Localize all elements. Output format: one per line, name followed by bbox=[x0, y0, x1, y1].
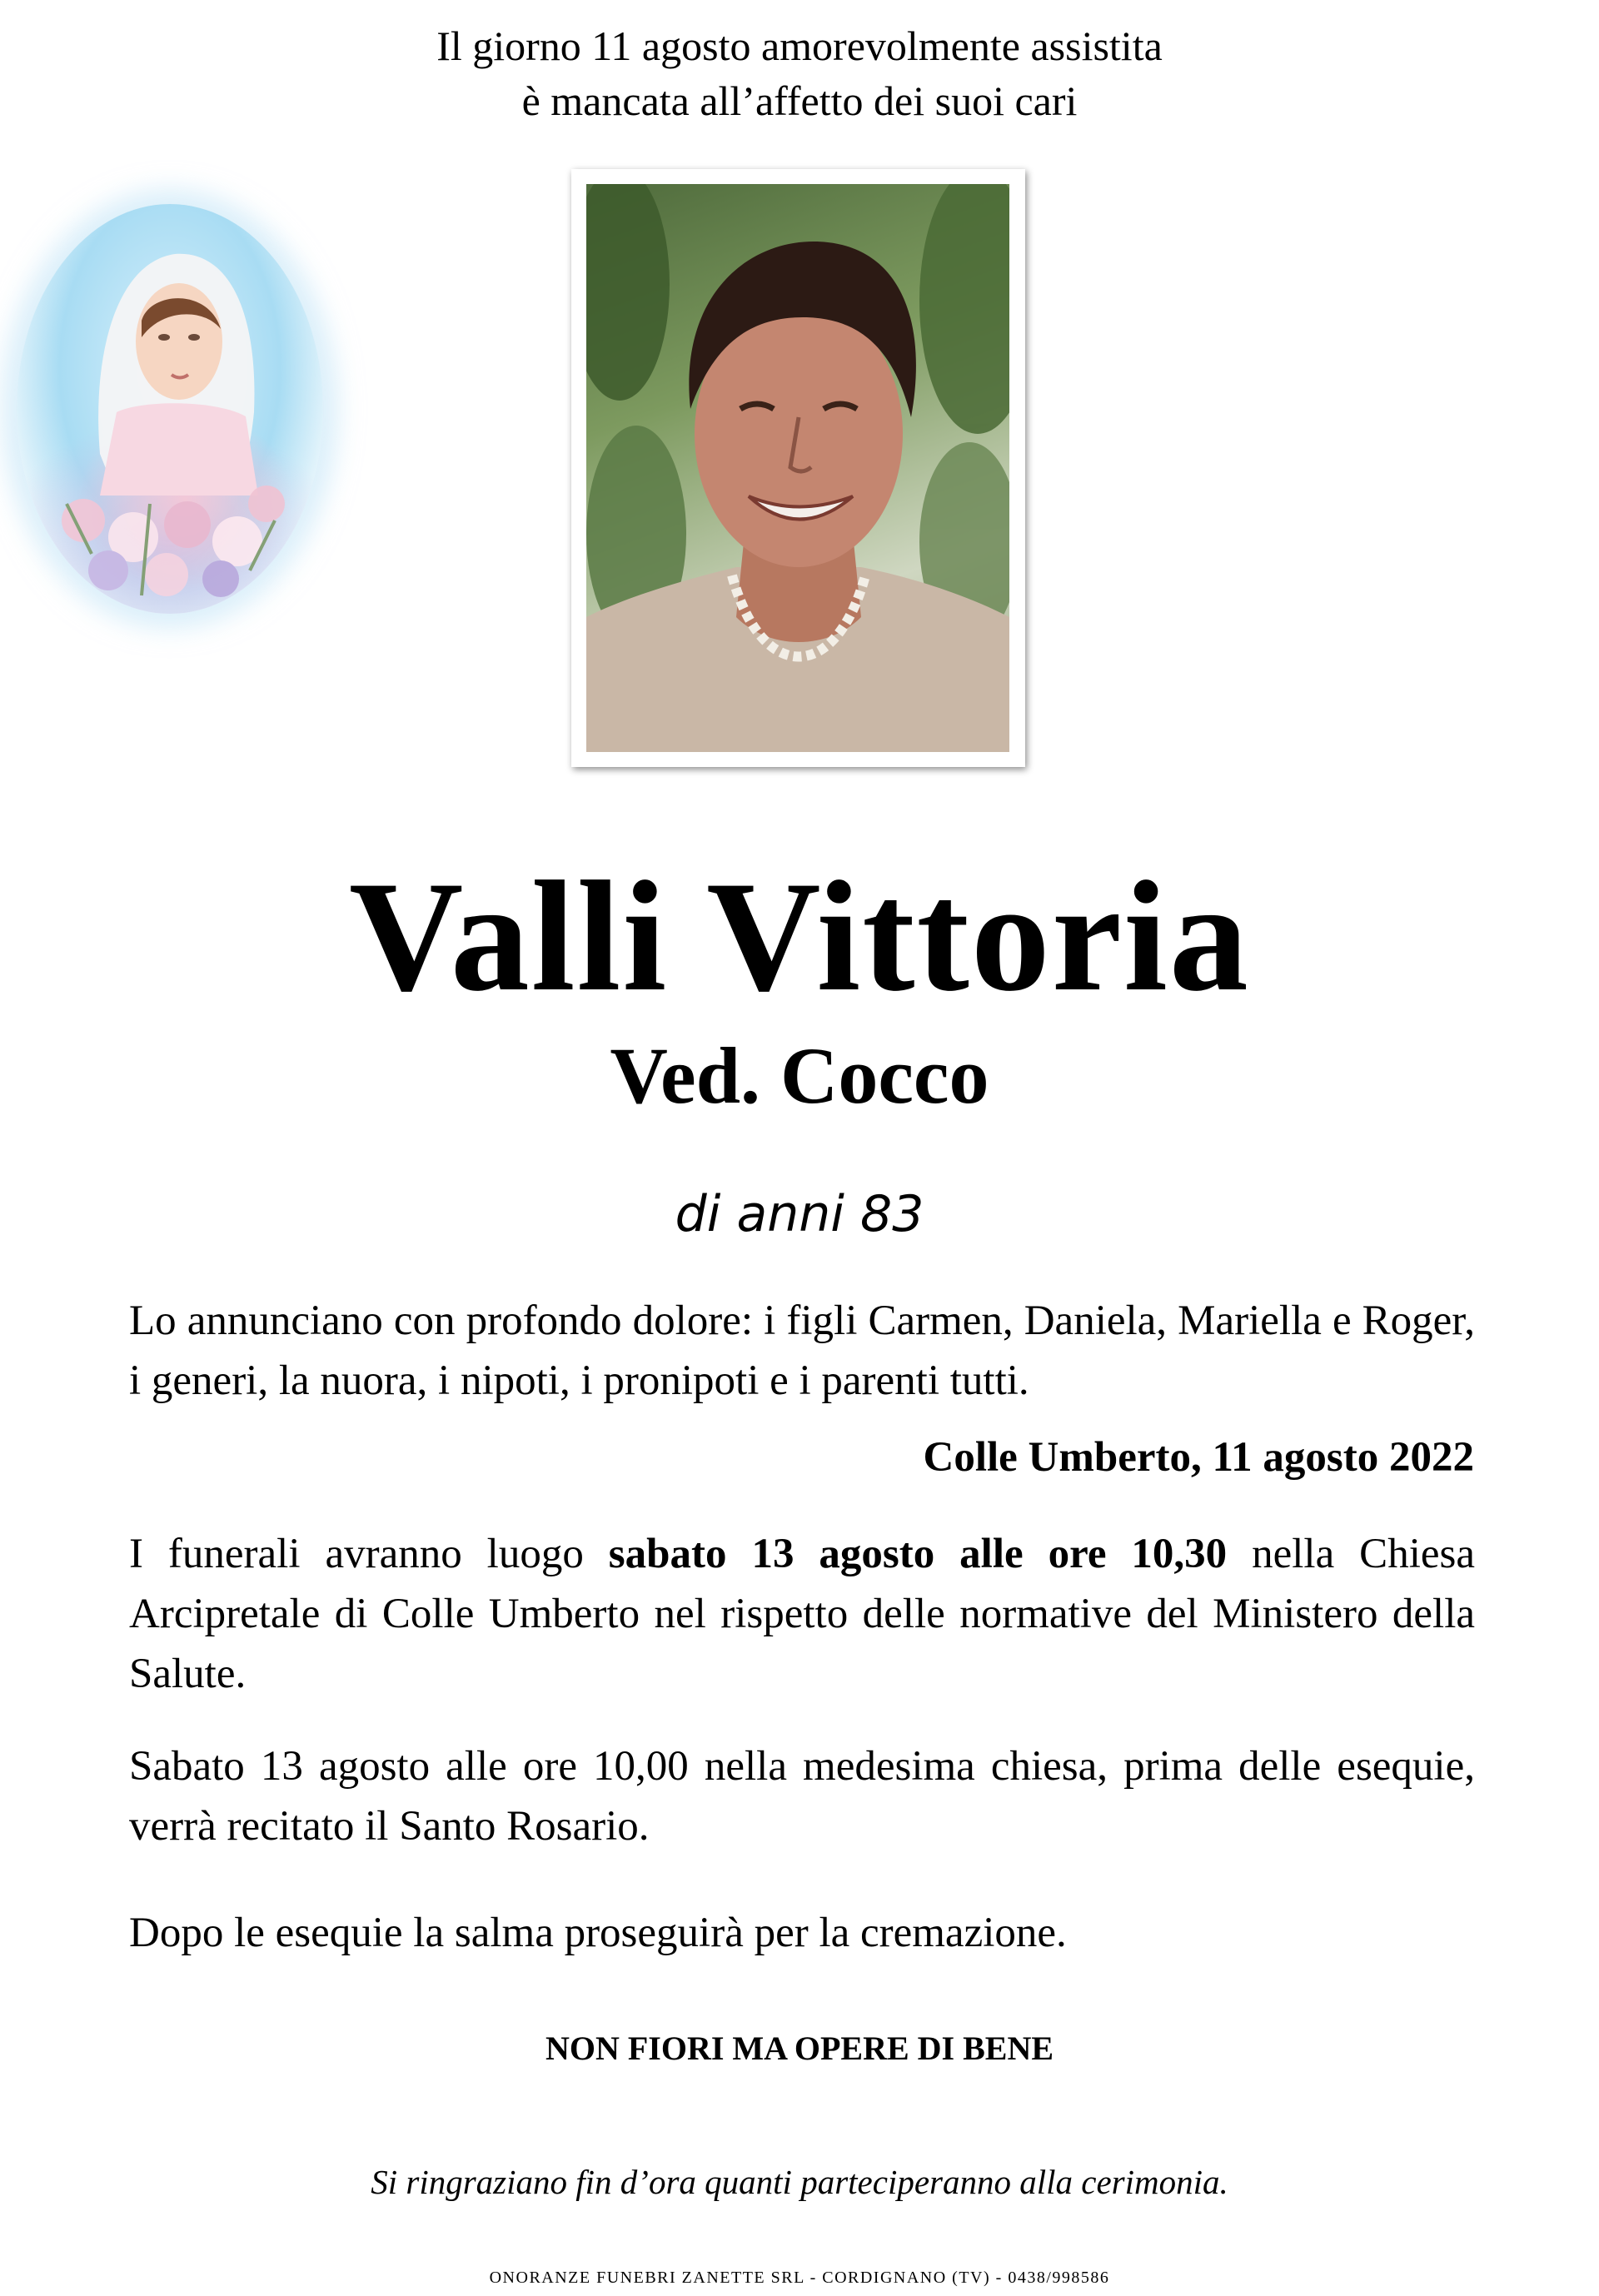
widow-of: Ved. Cocco bbox=[610, 1031, 989, 1120]
funeral-paragraph bbox=[129, 1524, 1475, 1704]
intro-line-1: Il giorno 11 agosto amorevolmente assistita bbox=[436, 22, 1163, 69]
rosary-paragraph: Sabato 13 agosto alle ore 10,00 nella medesima chiesa, prima delle esequie, verrà recitato il Santo Rosario. bbox=[129, 1743, 1475, 1850]
portrait-photo bbox=[586, 184, 1009, 752]
funeral-text-after: nella Chiesa Arcipretale di Colle Umberto nel rispetto delle normative del Ministero della Salute. bbox=[129, 1531, 1475, 1697]
announcement-paragraph: Lo annunciano con profondo dolore: i figli Carmen, Daniela, Mariella e Roger, i generi, la nuora, i nipoti, i pronipoti e i parenti tutti. bbox=[129, 1297, 1475, 1404]
no-flowers-notice: NON FIORI MA OPERE DI BENE bbox=[545, 2030, 1054, 2067]
deceased-age: di anni 83 bbox=[675, 1185, 924, 1243]
place-date: Colle Umberto, 11 agosto 2022 bbox=[923, 1434, 1474, 1481]
portrait-frame bbox=[571, 169, 1025, 767]
cremation-paragraph: Dopo le esequie la salma proseguirà per la cremazione. bbox=[129, 1910, 1067, 1956]
thanks-line: Si ringraziano fin d’ora quanti parteciperanno alla cerimonia. bbox=[371, 2163, 1228, 2201]
funeral-text-before: I funerali avranno luogo bbox=[129, 1531, 609, 1577]
deceased-name: Valli Vittoria bbox=[349, 849, 1250, 1024]
madonna-image bbox=[17, 204, 323, 614]
intro-text bbox=[0, 18, 1599, 128]
funeral-home-footer: ONORANZE FUNEBRI ZANETTE SRL - CORDIGNANO (TV) - 0438/998586 bbox=[489, 2269, 1110, 2287]
funeral-date-time: sabato 13 agosto alle ore 10,30 bbox=[608, 1531, 1228, 1577]
intro-line-2: è mancata all’affetto dei suoi cari bbox=[521, 77, 1078, 124]
